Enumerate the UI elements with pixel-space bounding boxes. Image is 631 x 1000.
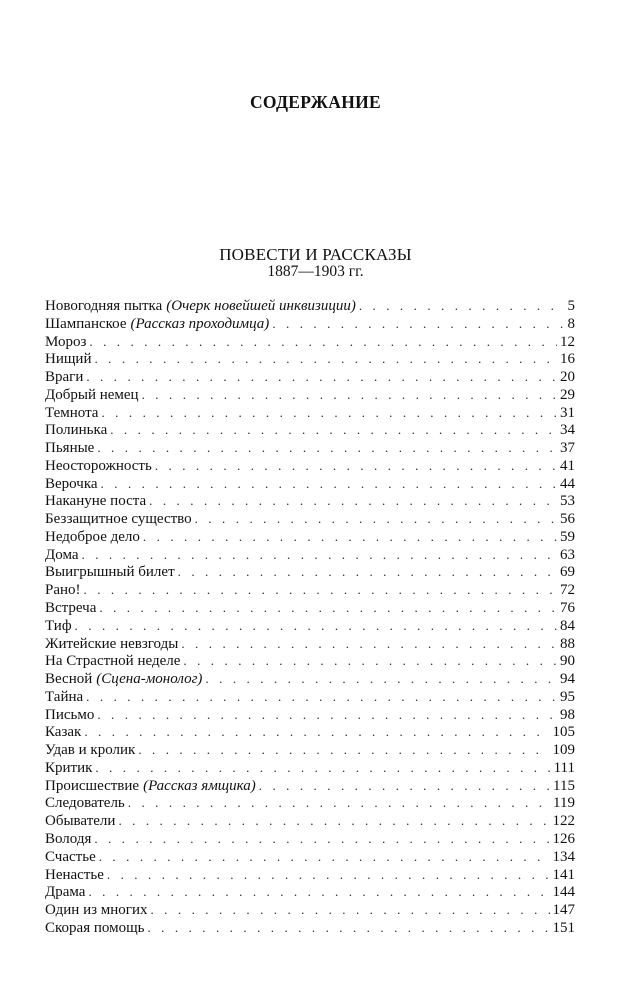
entry-title: Один из многих [45, 902, 148, 919]
toc-entry [45, 902, 575, 920]
toc-entry [45, 671, 575, 689]
toc-entry [45, 689, 575, 707]
toc-entry [45, 724, 575, 742]
entry-page-number: 44 [560, 475, 575, 492]
dot-leader [99, 600, 557, 616]
dot-leader [94, 351, 557, 367]
entry-page-number: 59 [560, 528, 575, 545]
entry-page-number: 5 [567, 298, 575, 314]
toc-entry [45, 334, 575, 352]
entry-title: Следователь [45, 795, 125, 812]
dot-leader [150, 902, 549, 918]
toc-entry [45, 564, 575, 582]
toc-entry [45, 582, 575, 600]
toc-entry [45, 600, 575, 618]
entry-page-number: 69 [560, 564, 575, 581]
entry-page-number: 134 [552, 848, 575, 865]
dot-leader [147, 920, 549, 936]
toc-entry [45, 529, 575, 547]
entry-title: На Страстной неделе [45, 653, 181, 670]
entry-subtitle: (Рассказ ямщика) [143, 777, 256, 794]
toc-entry [45, 653, 575, 671]
entry-page-number: 84 [560, 617, 575, 634]
toc-entry [45, 636, 575, 654]
dot-leader [75, 618, 557, 634]
entry-page-number: 111 [553, 759, 575, 776]
dot-leader [97, 707, 557, 723]
toc-entry [45, 405, 575, 423]
entry-title: Встреча [45, 600, 97, 617]
entry-title: Выигрышный билет [45, 564, 175, 581]
dot-leader [195, 511, 557, 527]
dot-leader [359, 298, 565, 314]
dot-leader [183, 653, 557, 669]
toc-entry [45, 742, 575, 760]
toc-entry [45, 849, 575, 867]
entry-page-number: 151 [552, 919, 575, 936]
entry-title: Пьяные [45, 440, 95, 457]
dot-leader [99, 849, 550, 865]
entry-page-number: 141 [552, 866, 575, 883]
entry-page-number: 63 [560, 546, 575, 563]
entry-page-number: 105 [552, 724, 575, 741]
entry-page-number: 72 [560, 582, 575, 599]
toc-entry [45, 458, 575, 476]
entry-title: Казак [45, 724, 82, 741]
entry-title: Неосторожность [45, 457, 152, 474]
toc-entry [45, 920, 575, 938]
section-years: 1887—1903 гг. [267, 263, 364, 281]
page-title: СОДЕРЖАНИЕ [249, 92, 381, 112]
entry-title: Нищий [45, 351, 92, 368]
dot-leader [143, 529, 557, 545]
toc-entry [45, 493, 575, 511]
toc-entry [45, 813, 575, 831]
entry-title: Рано! [45, 582, 81, 599]
entry-page-number: 119 [553, 795, 575, 812]
toc-entry [45, 476, 575, 494]
dot-leader [259, 778, 550, 794]
entry-title: Обыватели [45, 813, 116, 830]
dot-leader [86, 689, 557, 705]
dot-leader [181, 636, 557, 652]
entry-title: Дома [45, 546, 79, 563]
entry-page-number: 29 [560, 386, 575, 403]
entry-page-number: 88 [560, 635, 575, 652]
dot-leader [95, 760, 550, 776]
toc-entry [45, 618, 575, 636]
dot-leader [86, 369, 557, 385]
toc-entry [45, 387, 575, 405]
entry-page-number: 98 [560, 706, 575, 723]
entry-title: Беззащитное существо [45, 511, 192, 528]
dot-leader [107, 867, 550, 883]
toc-entry [45, 511, 575, 529]
entry-page-number: 16 [560, 351, 575, 368]
toc-entry [45, 884, 575, 902]
entry-page-number: 31 [560, 404, 575, 421]
table-of-contents [45, 298, 575, 938]
entry-page-number: 41 [560, 457, 575, 474]
entry-page-number: 115 [553, 777, 575, 794]
toc-entry [45, 316, 575, 334]
entry-page-number: 90 [560, 653, 575, 670]
entry-title: Тиф [45, 617, 72, 634]
entry-page-number: 144 [552, 884, 575, 901]
toc-entry [45, 547, 575, 565]
entry-page-number: 76 [560, 600, 575, 617]
entry-page-number: 122 [552, 813, 575, 830]
entry-title: Житейские невзгоды [45, 635, 179, 652]
dot-leader [272, 316, 564, 332]
section-title: ПОВЕСТИ И РАССКАЗЫ [219, 245, 412, 264]
entry-page-number: 37 [560, 440, 575, 457]
entry-subtitle: (Очерк новейшей инквизиции) [166, 298, 356, 314]
dot-leader [118, 813, 549, 829]
entry-title: Тайна [45, 688, 84, 705]
entry-title: Добрый немец [45, 386, 139, 403]
toc-entry [45, 707, 575, 725]
dot-leader [82, 547, 558, 563]
dot-leader [84, 724, 549, 740]
entry-page-number: 12 [560, 333, 575, 350]
entry-title: Полинька [45, 422, 108, 439]
dot-leader [97, 440, 557, 456]
entry-page-number: 109 [552, 742, 575, 759]
entry-page-number: 20 [560, 369, 575, 386]
dot-leader [149, 493, 557, 509]
dot-leader [84, 582, 557, 598]
dot-leader [205, 671, 557, 687]
entry-page-number: 94 [560, 671, 575, 688]
entry-title: Мороз [45, 333, 87, 350]
entry-title: Враги [45, 369, 84, 386]
dot-leader [155, 458, 557, 474]
entry-title: Происшествие [45, 777, 140, 794]
dot-leader [142, 387, 557, 403]
entry-title: Накануне поста [45, 493, 147, 510]
entry-title: Недоброе дело [45, 528, 140, 545]
entry-title: Шампанское [45, 315, 127, 332]
toc-entry [45, 831, 575, 849]
entry-subtitle: (Рассказ проходимца) [130, 315, 270, 332]
dot-leader [101, 405, 557, 421]
entry-title: Новогодняя пытка [45, 298, 163, 314]
toc-entry [45, 440, 575, 458]
toc-entry [45, 867, 575, 885]
entry-title: Верочка [45, 475, 98, 492]
dot-leader [101, 476, 557, 492]
entry-title: Темнота [45, 404, 99, 421]
entry-title: Письмо [45, 706, 95, 723]
toc-entry [45, 760, 575, 778]
entry-page-number: 8 [567, 315, 575, 332]
entry-page-number: 147 [552, 902, 575, 919]
section-heading [40, 246, 591, 281]
entry-page-number: 53 [560, 493, 575, 510]
entry-title: Скорая помощь [45, 919, 145, 936]
entry-title: Ненастье [45, 866, 104, 883]
dot-leader [110, 422, 557, 438]
toc-entry [45, 298, 575, 316]
dot-leader [89, 334, 557, 350]
entry-subtitle: (Сцена-монолог) [96, 671, 203, 688]
entry-page-number: 56 [560, 511, 575, 528]
entry-title: Весной [45, 671, 93, 688]
toc-entry [45, 351, 575, 369]
toc-entry [45, 795, 575, 813]
dot-leader [138, 742, 549, 758]
entry-title: Удав и кролик [45, 742, 136, 759]
entry-title: Володя [45, 830, 92, 847]
entry-title: Критик [45, 759, 93, 776]
toc-entry [45, 778, 575, 796]
entry-page-number: 126 [552, 830, 575, 847]
entry-title: Счастье [45, 848, 96, 865]
dot-leader [128, 795, 550, 811]
dot-leader [178, 564, 557, 580]
dot-leader [94, 831, 549, 847]
toc-entry [45, 422, 575, 440]
toc-entry [45, 369, 575, 387]
dot-leader [88, 884, 549, 900]
entry-page-number: 34 [560, 422, 575, 439]
entry-title: Драма [45, 884, 86, 901]
entry-page-number: 95 [560, 688, 575, 705]
